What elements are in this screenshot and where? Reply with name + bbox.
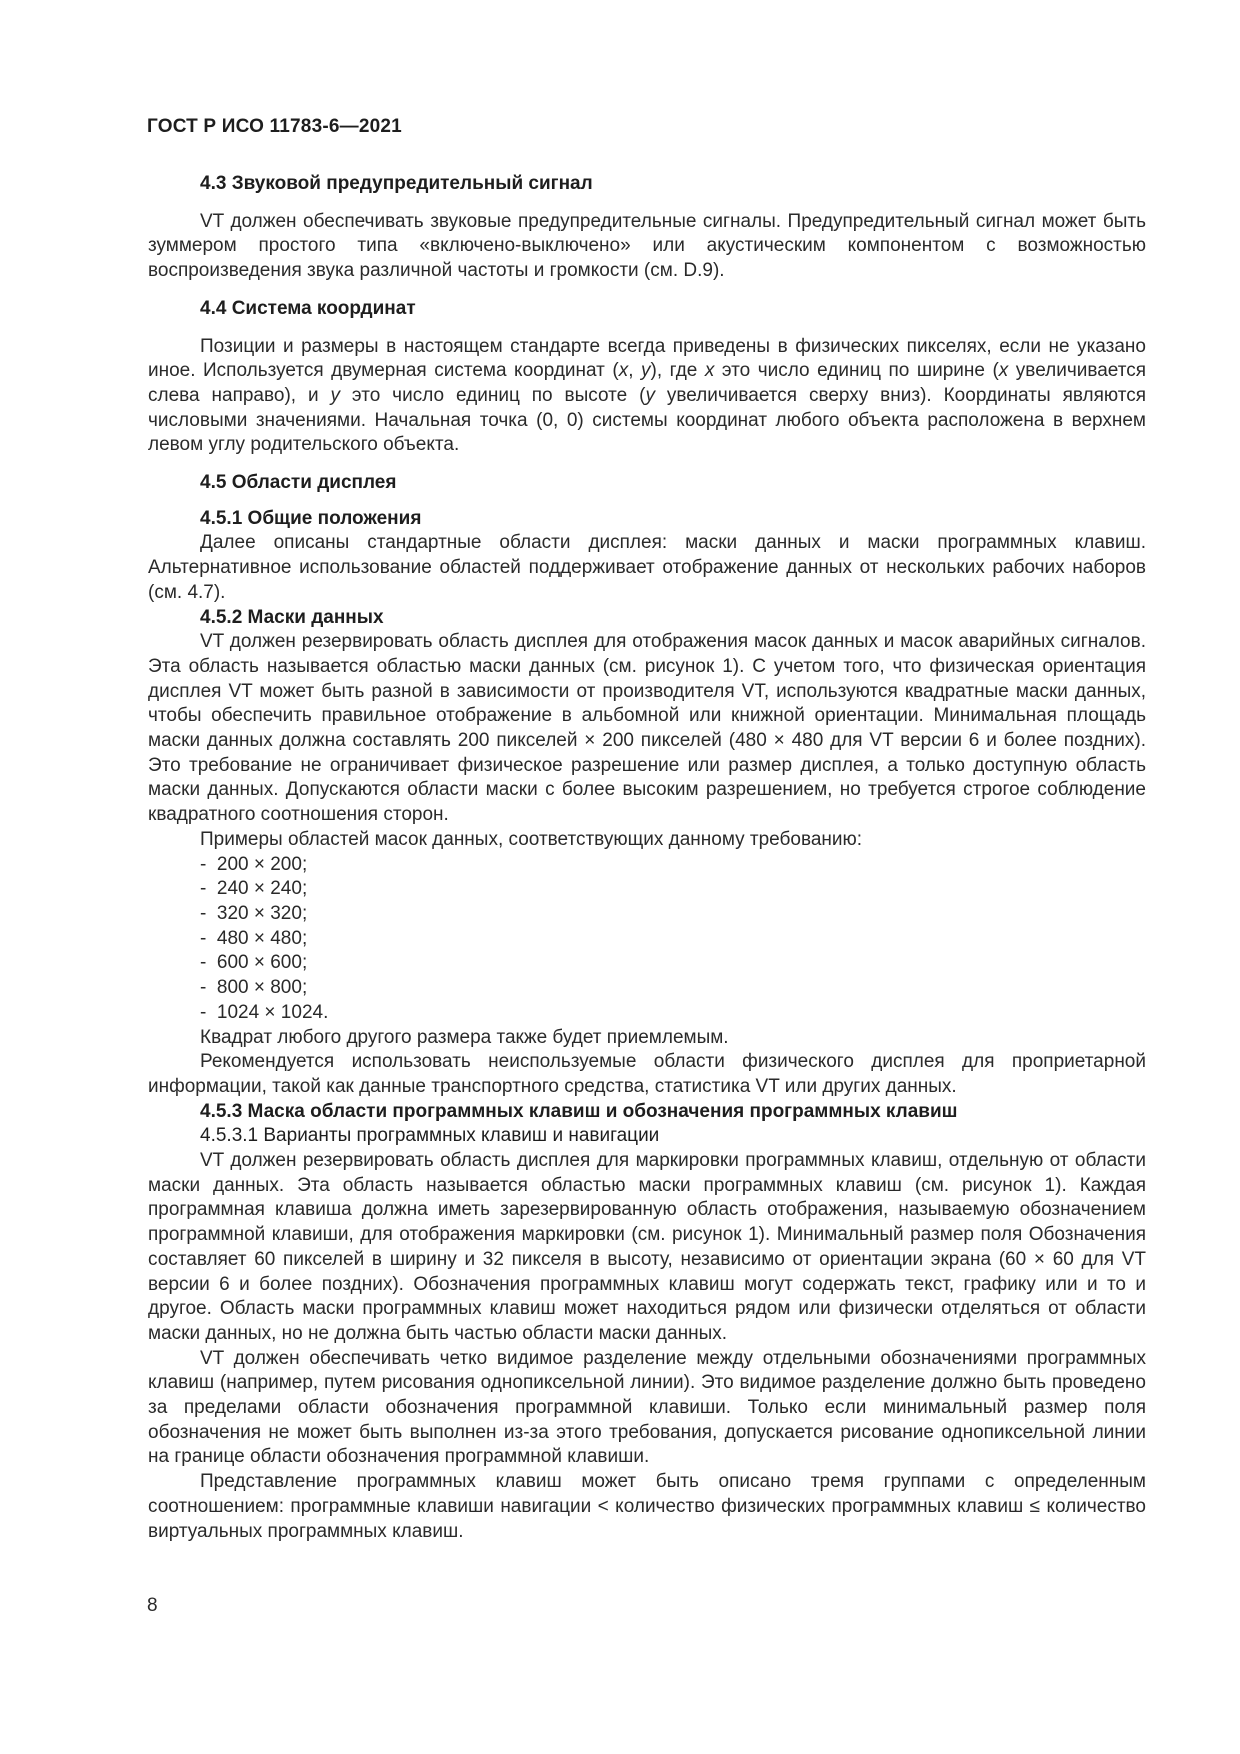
section-4-5-3-1-paragraph-3: Представление программных клавиш может быть описано тремя группами с определенным соотношением: программные клавиши навигации < количество физических программных клавиш ≤ количество виртуальных программных клавиш. <box>148 1471 1146 1542</box>
document-header: ГОСТ Р ИСО 11783-6—2021 <box>147 116 402 137</box>
section-4-5-2-heading: 4.5.2 Маски данных <box>200 606 384 628</box>
section-4-5-heading: 4.5 Области дисплея <box>200 472 397 494</box>
section-4-4-heading: 4.4 Система координат <box>200 297 416 319</box>
section-4-5-3-heading: 4.5.3 Маска области программных клавиш и обозначения программных клавиш <box>200 1100 958 1122</box>
section-4-5-1-paragraph: Далее описаны стандартные области дисплея: маски данных и маски программных клавиш. Альтернативное использование областей поддерживает отображение данных от нескольких рабочих наборов (см. 4.7). <box>148 532 1146 603</box>
list-item: - 320 × 320; <box>200 902 1146 927</box>
page-number: 8 <box>147 1595 158 1616</box>
section-4-5-2-paragraph-2: Квадрат любого другого размера также будет приемлемым. <box>200 1026 729 1048</box>
examples-intro: Примеры областей масок данных, соответствующих данному требованию: <box>200 828 863 850</box>
section-4-5-3-1-heading: 4.5.3.1 Варианты программных клавиш и навигации <box>200 1125 660 1147</box>
section-4-5-3-1-paragraph: VT должен резервировать область дисплея для маркировки программных клавиш, отдельную от области маски данных. Эта область называется областью маски программных клавиш (см. рисунок 1). Каждая программная клавиша должна иметь зарезервированную область отображения, называемую обозначением программной клавиши, для отображения маркировки (см. рисунок 1). Минимальный размер поля Обозначения составляет 60 пикселей в ширину и 32 пикселя в высоту, независимо от ориентации экрана (60 × 60 для VT версии 6 и более поздних). Обозначения программных клавиш могут содержать текст, графику или и то и другое. Область маски программных клавиш может находиться рядом или физически отделяться от области маски данных, но не должна быть частью области маски данных. <box>148 1150 1146 1344</box>
section-4-3-paragraph: VT должен обеспечивать звуковые предупредительные сигналы. Предупредительный сигнал может быть зуммером простого типа «включено-выключено» или акустическим компонентом с возможностью воспроизведения звука различной частоты и громкости (см. D.9). <box>148 210 1146 282</box>
section-4-3-heading: 4.3 Звуковой предупредительный сигнал <box>200 173 593 194</box>
section-4-5-2-paragraph-3: Рекомендуется использовать неиспользуемые области физического дисплея для проприетарной информации, такой как данные транспортного средства, статистика VT или других данных. <box>148 1051 1146 1097</box>
section-4-5-2-paragraph: VT должен резервировать область дисплея для отображения масок данных и масок аварийных сигналов. Эта область называется областью маски данных (см. рисунок 1). С учетом того, что физическая ориентация дисплея VT может быть разной в зависимости от производителя VT, используются квадратные маски данных, чтобы обеспечить правильное отображение в альбомной или книжной ориентации. Минимальная площадь маски данных должна составлять 200 пикселей × 200 пикселей (480 × 480 для VT версии 6 и более поздних). Это требование не ограничивает физическое разрешение или размер дисплея, а только доступную область маски данных. Допускаются области маски с более высоким разрешением, но требуется строгое соблюдение квадратного соотношения сторон. <box>148 631 1146 826</box>
examples-list <box>148 853 1146 1026</box>
document-body <box>148 172 1146 1544</box>
list-item: - 240 × 240; <box>200 877 1146 902</box>
section-4-4-paragraph: Позиции и размеры в настоящем стандарте всегда приведены в физических пикселях, если не указано иное. Используется двумерная система координат (x, y), где x это число единиц по ширине (x увеличивается слева направо), и y это число единиц по высоте (y увеличивается сверху вниз). Координаты являются числовыми значениями. Начальная точка (0, 0) системы координат любого объекта расположена в верхнем левом углу родительского объекта. <box>148 335 1146 456</box>
list-item: - 200 × 200; <box>200 853 1146 878</box>
section-4-5-3-1-paragraph-2: VT должен обеспечивать четко видимое разделение между отдельными обозначениями программных клавиш (например, путем рисования однопиксельной линии). Это видимое разделение должно быть проведено за пределами области обозначения программной клавиши. Только если минимальный размер поля обозначения не может быть выполнен из-за этого требования, допускается рисование однопиксельной линии на границе области обозначения программной клавиши. <box>148 1347 1146 1468</box>
list-item: - 800 × 800; <box>200 976 1146 1001</box>
list-item: - 1024 × 1024. <box>200 1001 1146 1026</box>
list-item: - 600 × 600; <box>200 951 1146 976</box>
list-item: - 480 × 480; <box>200 927 1146 952</box>
section-4-5-1-heading: 4.5.1 Общие положения <box>200 507 422 529</box>
